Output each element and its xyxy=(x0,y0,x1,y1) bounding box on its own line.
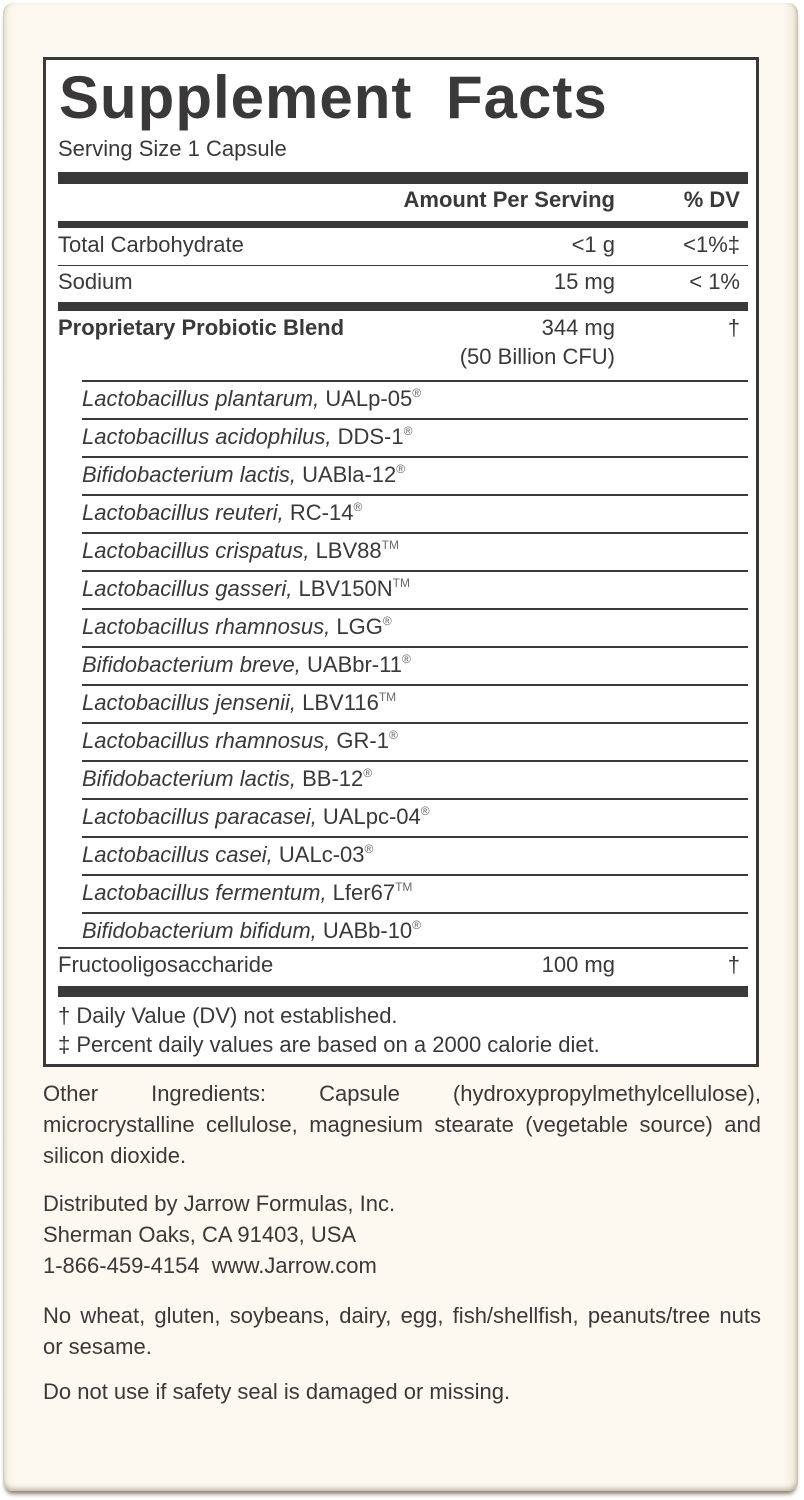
strain-row xyxy=(82,880,412,906)
blend-dv: † xyxy=(727,315,740,340)
strain-species: Bifidobacterium bifidum, xyxy=(82,918,317,943)
strain-row xyxy=(82,652,411,678)
blend-cfu: (50 Billion CFU) xyxy=(459,344,615,369)
serving-size: Serving Size 1 Capsule xyxy=(58,136,287,161)
blend-amount: 344 mg xyxy=(541,315,615,340)
strain-row xyxy=(82,500,362,526)
strain-code: BB-12 xyxy=(295,766,364,791)
dv-header: % DV xyxy=(683,187,740,212)
registered-mark: ® xyxy=(353,500,363,514)
strain-code: GR-1 xyxy=(330,728,389,753)
medium-divider xyxy=(58,221,748,228)
strain-divider xyxy=(82,760,748,762)
registered-mark: ® xyxy=(382,614,392,628)
strain-divider xyxy=(82,570,748,572)
other-ingredients: Other Ingredients: Capsule (hydroxypropylmethylcellulose), microcrystalline cellulose, magnesium stearate (vegetable source) and silicon dioxide. xyxy=(43,1081,761,1168)
blend-name: Proprietary Probiotic Blend xyxy=(58,315,345,340)
strain-code: UALc-03 xyxy=(272,842,365,867)
nutrient-name: Total Carbohydrate xyxy=(58,232,244,257)
strain-divider xyxy=(82,418,748,420)
strain-row xyxy=(82,804,430,830)
strain-divider xyxy=(82,646,748,648)
trademark-mark: TM xyxy=(381,538,399,552)
distributor-name: Distributed by Jarrow Formulas, Inc. xyxy=(43,1191,396,1216)
strain-species: Lactobacillus acidophilus, xyxy=(82,424,332,449)
strain-divider xyxy=(82,912,748,914)
strain-divider xyxy=(82,380,748,382)
thin-divider xyxy=(58,265,748,266)
trademark-mark: TM xyxy=(378,690,397,704)
registered-mark: ® xyxy=(388,728,398,742)
strain-row xyxy=(82,918,421,944)
footnote-calorie: ‡ Percent daily values are based on a 2000 calorie diet. xyxy=(58,1032,600,1057)
strain-row xyxy=(82,538,399,564)
strain-code: UALp-05 xyxy=(319,386,413,411)
strain-row xyxy=(82,462,405,488)
strain-row xyxy=(82,614,392,640)
registered-mark: ® xyxy=(403,424,413,438)
strain-code: UABbr-11 xyxy=(300,652,402,677)
strain-code: DDS-1 xyxy=(331,424,404,449)
strain-divider xyxy=(82,684,748,686)
distributor-contact: 1-866-459-4154 www.Jarrow.com xyxy=(43,1253,377,1278)
nutrient-name: Sodium xyxy=(58,269,133,294)
trademark-mark: TM xyxy=(392,576,410,590)
nutrient-dv: < 1% xyxy=(689,269,740,294)
strain-divider xyxy=(82,874,748,876)
medium-divider xyxy=(58,302,748,311)
strain-divider xyxy=(82,798,748,800)
strain-code: UABb-10 xyxy=(316,918,413,943)
strain-species: Lactobacillus reuteri, xyxy=(82,500,284,525)
nutrient-row xyxy=(58,269,748,295)
thick-divider xyxy=(58,172,748,184)
strain-species: Lactobacillus rhamnosus, xyxy=(82,614,331,639)
registered-mark: ® xyxy=(364,842,374,856)
allergen-statement: No wheat, gluten, soybeans, dairy, egg, fish/shellfish, peanuts/tree nuts or sesame. xyxy=(43,1303,761,1359)
blend-row xyxy=(58,315,748,341)
strain-code: LBV116 xyxy=(296,690,379,715)
strain-species: Bifidobacterium breve, xyxy=(82,652,301,677)
strain-species: Lactobacillus casei, xyxy=(82,842,273,867)
strain-code: UALpc-04 xyxy=(316,804,421,829)
strain-species: Lactobacillus fermentum, xyxy=(82,880,327,905)
nutrient-dv: <1%‡ xyxy=(683,232,740,257)
thick-divider xyxy=(58,986,748,997)
distributor-address: Sherman Oaks, CA 91403, USA xyxy=(43,1222,357,1247)
amount-header: Amount Per Serving xyxy=(403,187,615,212)
fos-dv: † xyxy=(727,952,740,977)
strain-species: Lactobacillus rhamnosus, xyxy=(82,728,331,753)
strain-divider xyxy=(82,836,748,838)
registered-mark: ® xyxy=(412,918,422,932)
strain-row xyxy=(82,766,372,792)
strain-row xyxy=(82,424,412,450)
strain-species: Lactobacillus jensenii, xyxy=(82,690,297,715)
panel-title: Supplement Facts xyxy=(59,64,608,131)
distributor-info xyxy=(43,1188,761,1281)
registered-mark: ® xyxy=(363,766,373,780)
registered-mark: ® xyxy=(401,652,411,666)
strain-row xyxy=(82,576,410,602)
strain-code: Lfer67 xyxy=(326,880,396,905)
strain-divider xyxy=(82,532,748,534)
strain-species: Lactobacillus plantarum, xyxy=(82,386,320,411)
strain-code: LBV150N xyxy=(292,576,393,601)
strain-species: Lactobacillus gasseri, xyxy=(82,576,293,601)
strain-row xyxy=(82,728,398,754)
strain-divider xyxy=(82,608,748,610)
thin-divider xyxy=(58,947,748,949)
fos-row xyxy=(58,952,748,978)
safety-warning: Do not use if safety seal is damaged or missing. xyxy=(43,1379,511,1404)
nutrient-row xyxy=(58,232,748,258)
footnote-dv: † Daily Value (DV) not established. xyxy=(58,1003,398,1028)
registered-mark: ® xyxy=(412,386,422,400)
strain-species: Lactobacillus paracasei, xyxy=(82,804,317,829)
strain-code: RC-14 xyxy=(283,500,354,525)
trademark-mark: TM xyxy=(395,880,413,894)
strain-divider xyxy=(82,494,748,496)
registered-mark: ® xyxy=(420,804,430,818)
strain-code: UABla-12 xyxy=(295,462,397,487)
fos-name: Fructooligosaccharide xyxy=(58,952,274,977)
supplement-facts-panel xyxy=(43,57,759,1067)
strain-code: LGG xyxy=(330,614,383,639)
strain-species: Bifidobacterium lactis, xyxy=(82,766,296,791)
nutrient-amount: 15 mg xyxy=(553,269,615,294)
strain-divider xyxy=(82,722,748,724)
fos-amount: 100 mg xyxy=(541,952,615,977)
strain-divider xyxy=(82,456,748,458)
strain-row xyxy=(82,690,396,716)
registered-mark: ® xyxy=(396,462,406,476)
strain-row xyxy=(82,842,373,868)
strain-row xyxy=(82,386,421,412)
strain-code: LBV88 xyxy=(309,538,382,563)
strain-species: Bifidobacterium lactis, xyxy=(82,462,296,487)
nutrient-amount: <1 g xyxy=(571,232,615,257)
strain-species: Lactobacillus crispatus, xyxy=(82,538,310,563)
